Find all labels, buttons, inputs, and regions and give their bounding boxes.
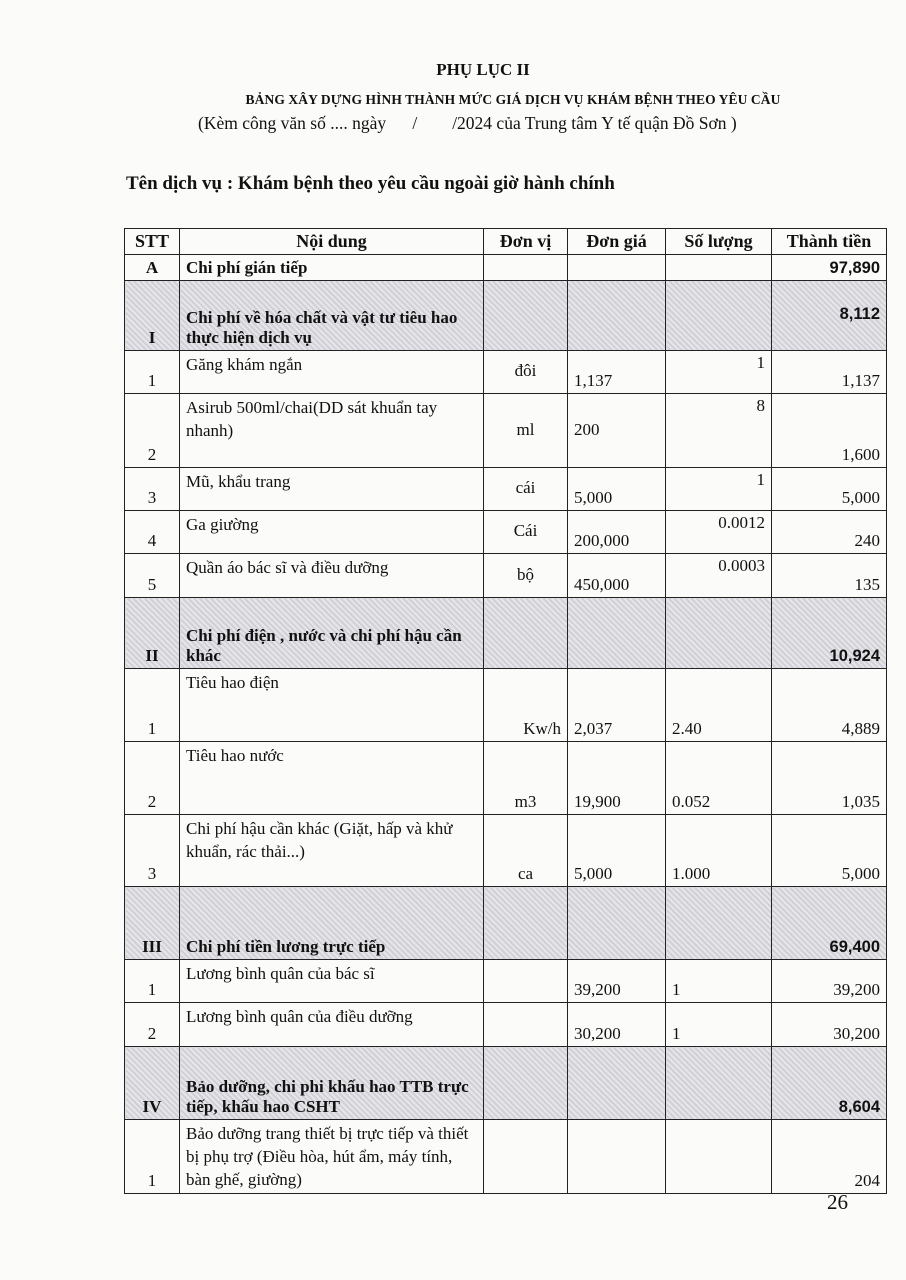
- column-header-quantity: Số lượng: [666, 229, 772, 255]
- row-unit: Kw/h: [484, 669, 568, 742]
- row-content: Asirub 500ml/chai(DD sát khuẩn tay nhanh): [180, 394, 484, 468]
- table-row: [125, 1003, 887, 1047]
- row-unit: Cái: [484, 511, 568, 554]
- table-row: [125, 394, 887, 468]
- table-row: [125, 815, 887, 887]
- row-content: Chi phí gián tiếp: [180, 255, 484, 281]
- section-price: [568, 598, 666, 669]
- section-total: 8,604: [772, 1047, 887, 1120]
- section-unit: [484, 887, 568, 960]
- row-stt: 4: [125, 511, 180, 554]
- section-stt: III: [125, 887, 180, 960]
- row-quantity: 0.0012: [666, 511, 772, 554]
- row-total: 1,035: [772, 742, 887, 815]
- column-header-content: Nội dung: [180, 229, 484, 255]
- row-unit: [484, 1120, 568, 1194]
- row-content: Tiêu hao điện: [180, 669, 484, 742]
- page-number: 26: [827, 1190, 848, 1214]
- column-header-unit: Đơn vị: [484, 229, 568, 255]
- table-row: [125, 511, 887, 554]
- row-unit: ca: [484, 815, 568, 887]
- service-name: Tên dịch vụ : Khám bệnh theo yêu cầu ngoài giờ hành chính: [126, 173, 615, 194]
- row-unit: bộ: [484, 554, 568, 598]
- row-quantity: 1.000: [666, 815, 772, 887]
- row-content: Mũ, khẩu trang: [180, 468, 484, 511]
- row-quantity: 8: [666, 394, 772, 468]
- row-price: 450,000: [568, 554, 666, 598]
- section-unit: [484, 598, 568, 669]
- row-content: Ga giường: [180, 511, 484, 554]
- row-stt: 2: [125, 742, 180, 815]
- section-quantity: [666, 887, 772, 960]
- appendix-title: PHỤ LỤC II: [436, 60, 530, 79]
- row-unit: ml: [484, 394, 568, 468]
- row-stt: 1: [125, 669, 180, 742]
- row-quantity: 2.40: [666, 669, 772, 742]
- document-title: BẢNG XÂY DỰNG HÌNH THÀNH MỨC GIÁ DỊCH VỤ KHÁM BỆNH THEO YÊU CẦU: [245, 92, 781, 107]
- row-stt: 1: [125, 351, 180, 394]
- section-price: [568, 887, 666, 960]
- row-stt: 2: [125, 1003, 180, 1047]
- row-price: 1,137: [568, 351, 666, 394]
- table-row-a: [125, 255, 887, 281]
- row-stt: 3: [125, 815, 180, 887]
- row-stt: 3: [125, 468, 180, 511]
- row-total: 4,889: [772, 669, 887, 742]
- table-row: [125, 1120, 887, 1194]
- section-row-i: [125, 281, 887, 351]
- row-price: 5,000: [568, 468, 666, 511]
- row-quantity: 1: [666, 1003, 772, 1047]
- section-row-iii: [125, 887, 887, 960]
- section-content: Chi phí về hóa chất và vật tư tiêu hao thực hiện dịch vụ: [180, 281, 484, 351]
- row-content: Chi phí hậu cần khác (Giặt, hấp và khử khuẩn, rác thải...): [180, 815, 484, 887]
- section-total: 8,112: [772, 281, 887, 351]
- row-price: 200,000: [568, 511, 666, 554]
- row-total: 135: [772, 554, 887, 598]
- table-row: [125, 554, 887, 598]
- section-content: Chi phí điện , nước và chi phí hậu cần khác: [180, 598, 484, 669]
- row-total: 30,200: [772, 1003, 887, 1047]
- row-unit: [484, 255, 568, 281]
- column-header-stt: STT: [125, 229, 180, 255]
- row-content: Lương bình quân của bác sĩ: [180, 960, 484, 1003]
- row-price: 30,200: [568, 1003, 666, 1047]
- row-stt: 1: [125, 960, 180, 1003]
- row-quantity: 0.0003: [666, 554, 772, 598]
- row-quantity: [666, 255, 772, 281]
- row-price: 2,037: [568, 669, 666, 742]
- section-price: [568, 1047, 666, 1120]
- section-stt: I: [125, 281, 180, 351]
- row-total: 5,000: [772, 815, 887, 887]
- row-content: Tiêu hao nước: [180, 742, 484, 815]
- section-stt: II: [125, 598, 180, 669]
- row-quantity: 0.052: [666, 742, 772, 815]
- table-row: [125, 742, 887, 815]
- row-price: 200: [568, 394, 666, 468]
- row-total: 1,600: [772, 394, 887, 468]
- row-price: [568, 255, 666, 281]
- row-quantity: 1: [666, 351, 772, 394]
- section-content: Bảo dưỡng, chi phi khấu hao TTB trực tiếp, khấu hao CSHT: [180, 1047, 484, 1120]
- table-header-row: [125, 229, 887, 255]
- section-quantity: [666, 598, 772, 669]
- row-content: Bảo dưỡng trang thiết bị trực tiếp và thiết bị phụ trợ (Điều hòa, hút ẩm, máy tính, bàn ghế, giường): [180, 1120, 484, 1194]
- row-unit: m3: [484, 742, 568, 815]
- row-total: 240: [772, 511, 887, 554]
- row-quantity: 1: [666, 468, 772, 511]
- row-stt: 2: [125, 394, 180, 468]
- column-header-total: Thành tiền: [772, 229, 887, 255]
- table-row: [125, 960, 887, 1003]
- section-stt: IV: [125, 1047, 180, 1120]
- row-total: 204: [772, 1120, 887, 1194]
- row-content: Lương bình quân của điều dưỡng: [180, 1003, 484, 1047]
- section-quantity: [666, 281, 772, 351]
- document-subtitle: (Kèm công văn số .... ngày / /2024 của Trung tâm Y tế quận Đồ Sơn ): [198, 113, 737, 133]
- table-row: [125, 351, 887, 394]
- section-total: 69,400: [772, 887, 887, 960]
- row-stt: 5: [125, 554, 180, 598]
- row-price: 39,200: [568, 960, 666, 1003]
- row-stt: 1: [125, 1120, 180, 1194]
- section-row-iv: [125, 1047, 887, 1120]
- row-content: Găng khám ngắn: [180, 351, 484, 394]
- price-table: [124, 228, 887, 1194]
- row-price: 19,900: [568, 742, 666, 815]
- row-price: 5,000: [568, 815, 666, 887]
- row-total: 39,200: [772, 960, 887, 1003]
- row-total: 5,000: [772, 468, 887, 511]
- table-row: [125, 468, 887, 511]
- table-row: [125, 669, 887, 742]
- row-quantity: [666, 1120, 772, 1194]
- section-total: 10,924: [772, 598, 887, 669]
- row-total: 1,137: [772, 351, 887, 394]
- row-content: Quần áo bác sĩ và điều dưỡng: [180, 554, 484, 598]
- row-total: 97,890: [772, 255, 887, 281]
- row-unit: [484, 1003, 568, 1047]
- section-unit: [484, 281, 568, 351]
- row-quantity: 1: [666, 960, 772, 1003]
- row-unit: [484, 960, 568, 1003]
- row-price: [568, 1120, 666, 1194]
- row-unit: đôi: [484, 351, 568, 394]
- section-quantity: [666, 1047, 772, 1120]
- column-header-price: Đơn giá: [568, 229, 666, 255]
- section-content: Chi phí tiền lương trực tiếp: [180, 887, 484, 960]
- row-unit: cái: [484, 468, 568, 511]
- section-price: [568, 281, 666, 351]
- section-unit: [484, 1047, 568, 1120]
- row-stt: A: [125, 255, 180, 281]
- section-row-ii: [125, 598, 887, 669]
